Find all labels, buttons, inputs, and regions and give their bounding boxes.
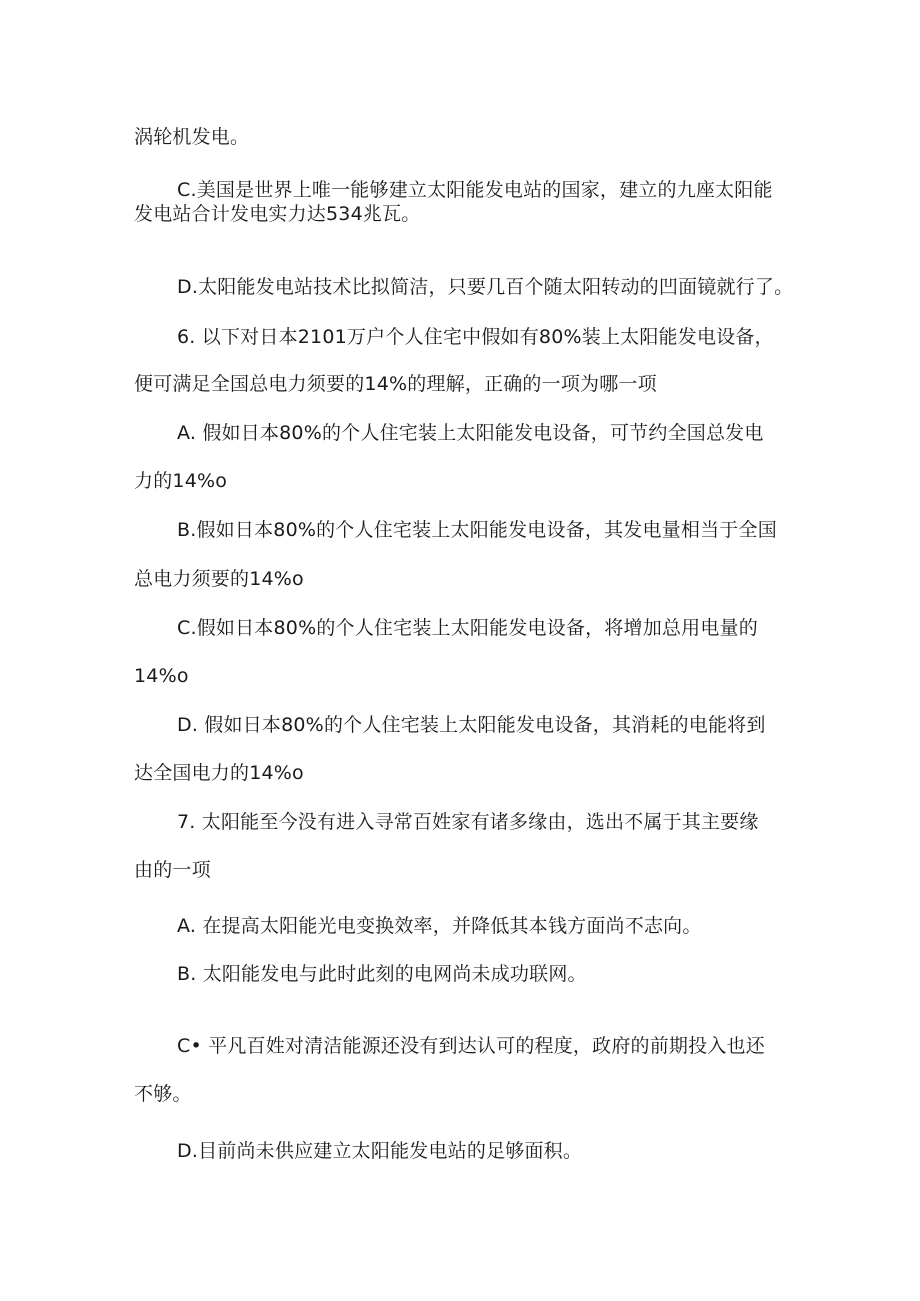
option-c-line: C.假如日本80%的个人住宅装上太阳能发电设备，将增加总用电量的: [177, 617, 758, 639]
option-d-line: D.太阳能发电站技术比拟简洁，只要几百个随太阳转动的凹面镜就行了。: [177, 276, 794, 298]
text-line: 14%o: [134, 665, 189, 687]
text-line: 总电力须要的14%o: [134, 568, 304, 590]
text-line: 达全国电力的14%o: [134, 762, 304, 784]
option-d-line: D. 假如日本80%的个人住宅装上太阳能发电设备，其消耗的电能将到: [177, 714, 766, 736]
text-line: 便可满足全国总电力须要的14%的理解，正确的一项为哪一项: [134, 373, 657, 395]
option-a-line: A. 假如日本80%的个人住宅装上太阳能发电设备，可节约全国总发电: [177, 422, 764, 444]
text-line: 力的14%o: [134, 470, 228, 492]
text-line: 不够。: [134, 1083, 192, 1105]
option-a-line: A. 在提高太阳能光电变换效率，并降低其本钱方面尚不志向。: [177, 915, 702, 937]
option-b-line: B.假如日本80%的个人住宅装上太阳能发电设备，其发电量相当于全国: [177, 519, 777, 541]
question-7-line: 7. 太阳能至今没有进入寻常百姓家有诸多缘由，选出不属于其主要缘: [177, 811, 759, 833]
option-d-line: D.目前尚未供应建立太阳能发电站的足够面积。: [177, 1140, 583, 1162]
text-line: 由的一项: [134, 859, 211, 881]
option-c-line: C• 平凡百姓对清洁能源还没有到达认可的程度，政府的前期投入也还: [177, 1035, 765, 1057]
option-c-line: C.美国是世界上唯一能够建立太阳能发电站的国家，建立的九座太阳能: [177, 179, 773, 201]
text-line: 发电站合计发电实力达534兆瓦。: [134, 203, 421, 225]
option-b-line: B. 太阳能发电与此时此刻的电网尚未成功联网。: [177, 963, 587, 985]
question-6-line: 6. 以下对日本2101万户个人住宅中假如有80%装上太阳能发电设备，: [177, 326, 774, 348]
text-line: 涡轮机发电。: [134, 126, 250, 148]
